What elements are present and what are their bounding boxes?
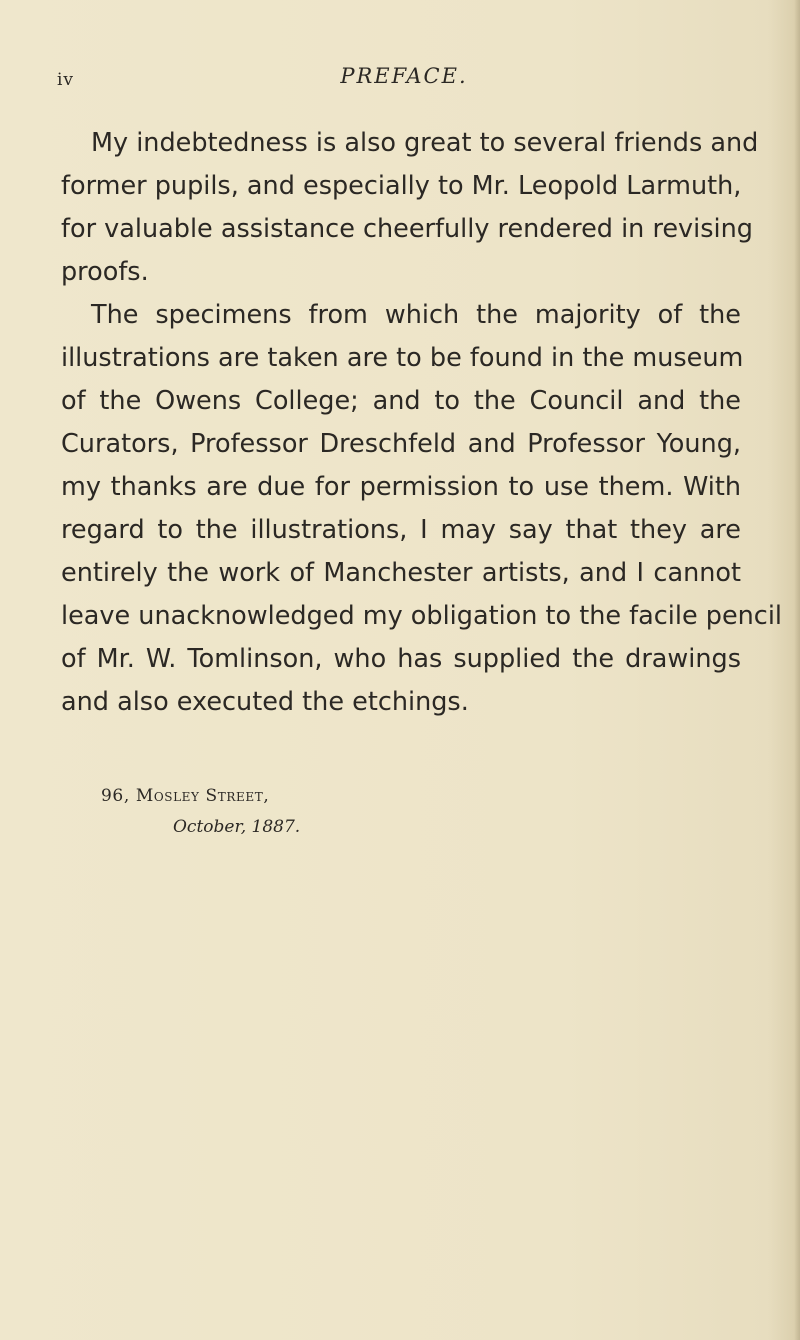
address-text: 96, Mosley Street, (101, 786, 270, 806)
page-number: iv (57, 70, 75, 90)
text-line: illustrations are taken are to be found in the museum (61, 343, 744, 373)
body-text (61, 122, 782, 724)
paragraph-2 (61, 294, 782, 724)
signature-date: October, 1887. (173, 817, 301, 837)
text-line: My indebtedness is also great to several friends and (91, 128, 759, 158)
text-line: proofs. (61, 257, 149, 287)
signature-address (101, 786, 269, 806)
page-edge-shadow (794, 0, 800, 1340)
text-line: former pupils, and especially to Mr. Leopold Larmuth, (61, 171, 742, 201)
text-line: Curators, Professor Dreschfeld and Professor Young, (61, 429, 741, 459)
text-line: leave unacknowledged my obligation to the facile pencil (61, 601, 782, 631)
text-line: of Mr. W. Tomlinson, who has supplied the drawings (61, 644, 741, 674)
paragraph-1 (61, 122, 759, 294)
running-title: PREFACE. (340, 64, 468, 88)
text-line: entirely the work of Manchester artists, and I cannot (61, 558, 741, 588)
text-line: and also executed the etchings. (61, 687, 469, 717)
text-line: for valuable assistance cheerfully rendered in revising (61, 214, 753, 244)
text-line: of the Owens College; and to the Council and the (61, 386, 741, 416)
text-line: my thanks are due for permission to use them. With (61, 472, 741, 502)
text-line: The specimens from which the majority of the (91, 300, 741, 330)
text-line: regard to the illustrations, I may say that they are (61, 515, 741, 545)
